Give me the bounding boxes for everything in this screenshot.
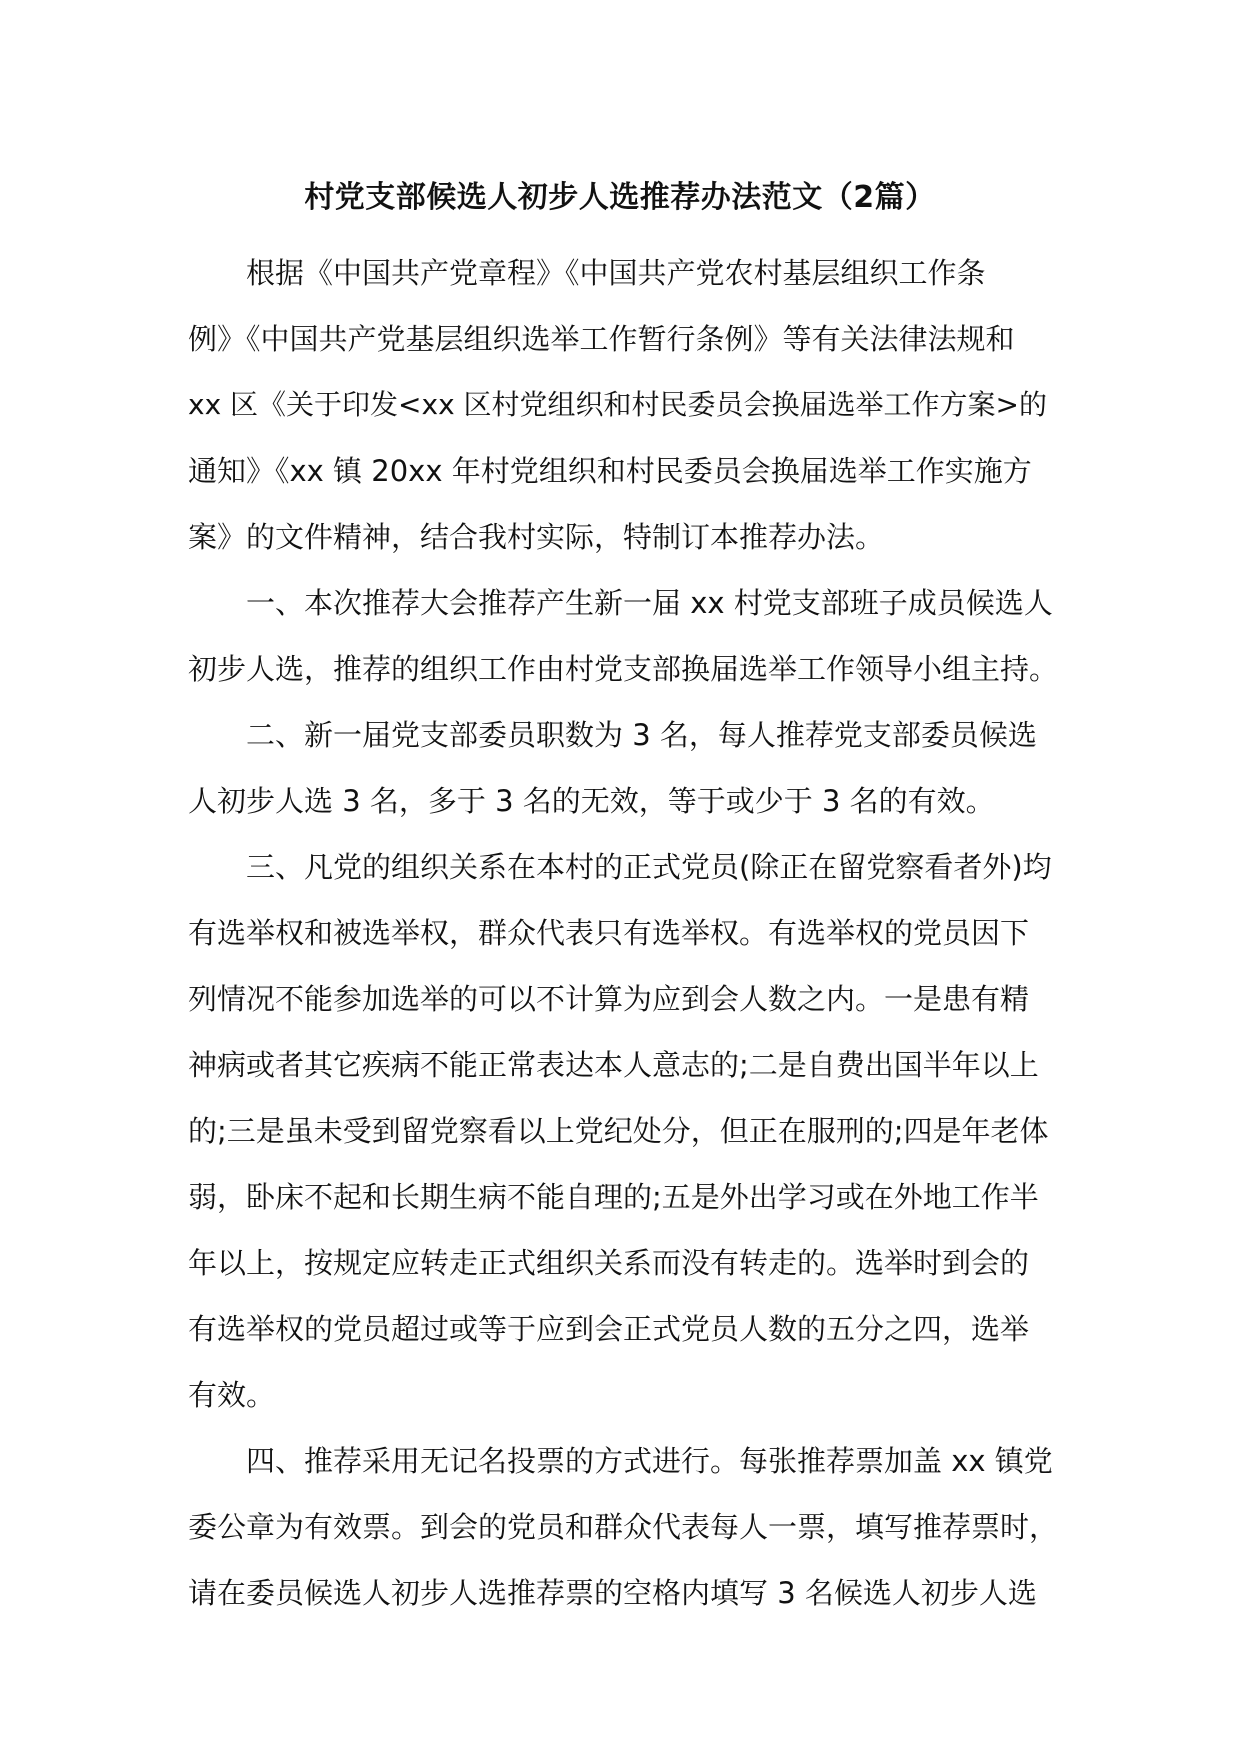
- text-line: 请在委员候选人初步人选推荐票的空格内填写 3 名候选人初步人选: [188, 1576, 1037, 1610]
- text-line: 人初步人选 3 名，多于 3 名的无效，等于或少于 3 名的有效。: [188, 784, 995, 818]
- text-line: 有选举权的党员超过或等于应到会正式党员人数的五分之四，选举: [188, 1312, 1030, 1346]
- document-body: [188, 240, 1060, 1626]
- text-line: 初步人选，推荐的组织工作由村党支部换届选举工作领导小组主持。: [188, 652, 1059, 686]
- text-line: 根据《中国共产党章程》《中国共产党农村基层组织工作条: [246, 256, 986, 290]
- text-line: 一、本次推荐大会推荐产生新一届 xx 村党支部班子成员候选人: [246, 586, 1053, 620]
- text-line: 有效。: [188, 1378, 276, 1412]
- text-line: 的;三是虽未受到留党察看以上党纪处分，但正在服刑的;四是年老体: [188, 1114, 1049, 1148]
- text-line: 通知》《xx 镇 20xx 年村党组织和村民委员会换届选举工作实施方: [188, 454, 1032, 488]
- text-line: 年以上，按规定应转走正式组织关系而没有转走的。选举时到会的: [188, 1246, 1030, 1280]
- text-line: xx 区《关于印发<xx 区村党组织和村民委员会换届选举工作方案>的: [188, 388, 1048, 421]
- text-line: 神病或者其它疾病不能正常表达本人意志的;二是自费出国半年以上: [188, 1048, 1039, 1082]
- text-line: 二、新一届党支部委员职数为 3 名，每人推荐党支部委员候选: [246, 718, 1037, 752]
- text-line: 案》的文件精神，结合我村实际，特制订本推荐办法。: [188, 520, 885, 554]
- text-line: 有选举权和被选举权，群众代表只有选举权。有选举权的党员因下: [188, 916, 1030, 950]
- text-line: 例》《中国共产党基层组织选举工作暂行条例》等有关法律法规和: [188, 322, 1015, 356]
- text-line: 三、凡党的组织关系在本村的正式党员(除正在留党察看者外)均: [246, 850, 1052, 884]
- text-line: 四、推荐采用无记名投票的方式进行。每张推荐票加盖 xx 镇党: [246, 1444, 1053, 1478]
- text-line: 列情况不能参加选举的可以不计算为应到会人数之内。一是患有精: [188, 982, 1030, 1016]
- document-title: 村党支部候选人初步人选推荐办法范文（2篇）: [304, 180, 936, 215]
- text-line: 委公章为有效票。到会的党员和群众代表每人一票，填写推荐票时，: [188, 1510, 1059, 1544]
- text-line: 弱，卧床不起和长期生病不能自理的;五是外出学习或在外地工作半: [188, 1180, 1039, 1214]
